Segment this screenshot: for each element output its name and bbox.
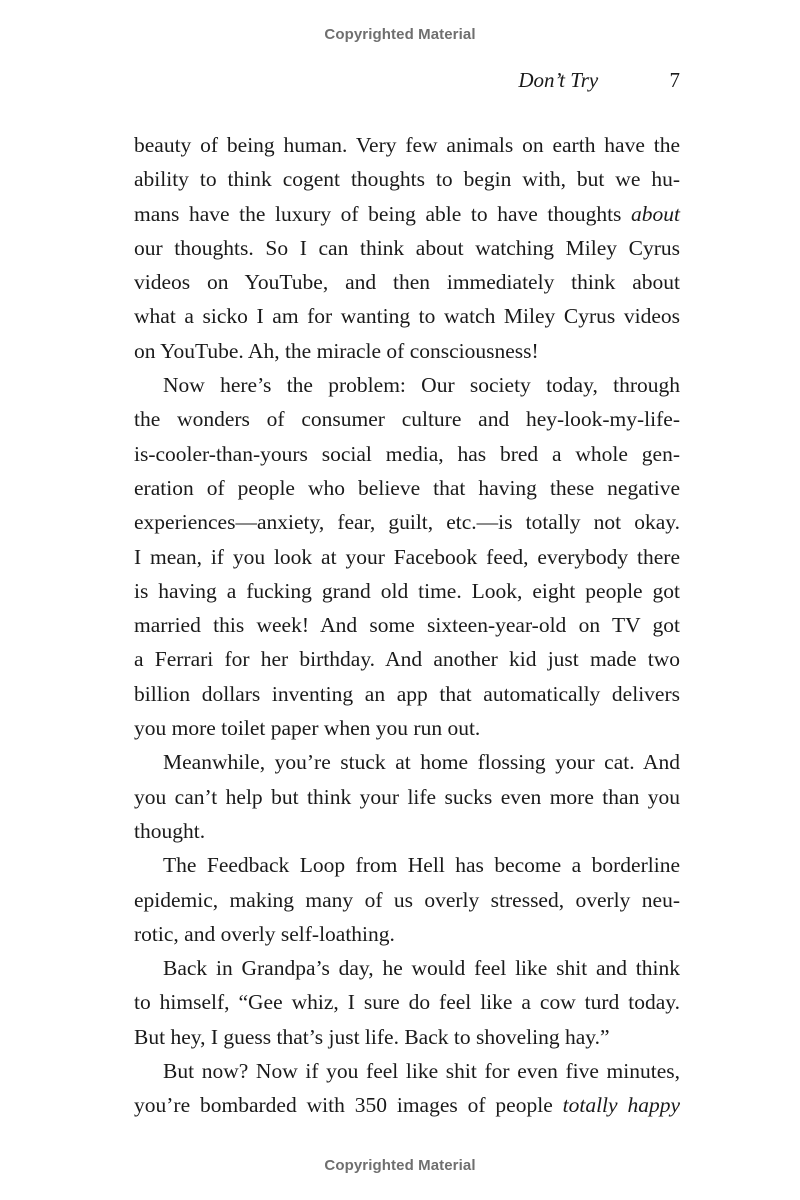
text-run: married this week! And some sixteen-year-old on TV got — [134, 613, 680, 638]
text-line — [134, 1054, 680, 1088]
text-run: rotic, and overly self-loathing. — [134, 921, 395, 946]
text-run: epidemic, making many of us overly stressed, overly neu- — [134, 887, 680, 912]
text-line — [134, 574, 680, 608]
text-run: on YouTube. Ah, the miracle of consciousness! — [134, 338, 539, 363]
text-line — [134, 1088, 680, 1122]
text-line — [134, 437, 680, 471]
text-run: a Ferrari for her birthday. And another kid just made two — [134, 647, 680, 672]
text-run: ability to think cogent thoughts to begin with, but we hu- — [134, 167, 680, 192]
running-head — [134, 66, 680, 94]
text-line — [134, 1020, 680, 1054]
text-run: But now? Now if you feel like shit for even five minutes, — [163, 1059, 680, 1084]
text-run: beauty of being human. Very few animals on earth have the — [134, 133, 680, 157]
text-run: mans have the luxury of being able to have thoughts — [134, 201, 632, 226]
italic-text: totally happy — [562, 1093, 681, 1118]
text-run: you can’t help but think your life sucks even more than you — [134, 784, 680, 809]
text-run: our thoughts. So I can think about watching Miley Cyrus — [134, 235, 680, 260]
text-run: The Feedback Loop from Hell has become a borderline — [163, 853, 680, 878]
text-run: what a sicko I am for wanting to watch Miley Cyrus videos — [134, 304, 680, 329]
italic-text: about — [631, 201, 680, 226]
text-run: Back in Grandpa’s day, he would feel like shit and think — [163, 956, 680, 981]
text-line — [134, 917, 680, 951]
text-line — [134, 505, 680, 539]
text-run: I mean, if you look at your Facebook feed, everybody there — [134, 544, 680, 569]
text-run: videos on YouTube, and then immediately think about — [134, 270, 680, 295]
text-line — [134, 540, 680, 574]
text-run: Now here’s the problem: Our society today, through — [163, 373, 680, 398]
text-line — [134, 334, 680, 368]
text-line — [134, 368, 680, 402]
text-line — [134, 985, 680, 1019]
text-run: is having a fucking grand old time. Look, eight people got — [134, 578, 680, 603]
text-run: to himself, “Gee whiz, I sure do feel like a cow turd today. — [134, 990, 680, 1015]
text-line — [134, 128, 680, 162]
running-head-title: Don’t Try — [518, 68, 599, 92]
text-run: you’re bombarded with 350 images of people — [134, 1093, 563, 1118]
copyright-watermark-bottom: Copyrighted Material — [324, 1157, 476, 1174]
text-line — [134, 883, 680, 917]
text-line — [134, 162, 680, 196]
text-run: Meanwhile, you’re stuck at home flossing your cat. And — [163, 750, 680, 775]
text-run: is-cooler-than-yours social media, has bred a whole gen- — [134, 441, 680, 466]
text-run: thought. — [134, 818, 206, 843]
text-line — [134, 745, 680, 779]
body-text — [134, 128, 680, 1123]
text-line — [134, 677, 680, 711]
text-line — [134, 642, 680, 676]
text-line — [134, 608, 680, 642]
text-line — [134, 197, 680, 231]
text-line — [134, 711, 680, 745]
text-run: eration of people who believe that having these negative — [134, 475, 680, 500]
text-line — [134, 265, 680, 299]
copyright-watermark-top: Copyrighted Material — [324, 26, 476, 43]
text-run: billion dollars inventing an app that automatically delivers — [134, 681, 680, 706]
text-line — [134, 780, 680, 814]
text-run: experiences—anxiety, fear, guilt, etc.—is totally not okay. — [134, 510, 680, 535]
text-line — [134, 848, 680, 882]
page-number: 7 — [669, 68, 680, 92]
text-line — [134, 951, 680, 985]
text-line — [134, 814, 680, 848]
text-run: the wonders of consumer culture and hey-look-my-life- — [134, 407, 680, 432]
text-run: But hey, I guess that’s just life. Back to shoveling hay.” — [134, 1024, 610, 1049]
text-line — [134, 299, 680, 333]
text-line — [134, 402, 680, 436]
text-line — [134, 231, 680, 265]
text-run: you more toilet paper when you run out. — [134, 716, 481, 741]
text-line — [134, 471, 680, 505]
